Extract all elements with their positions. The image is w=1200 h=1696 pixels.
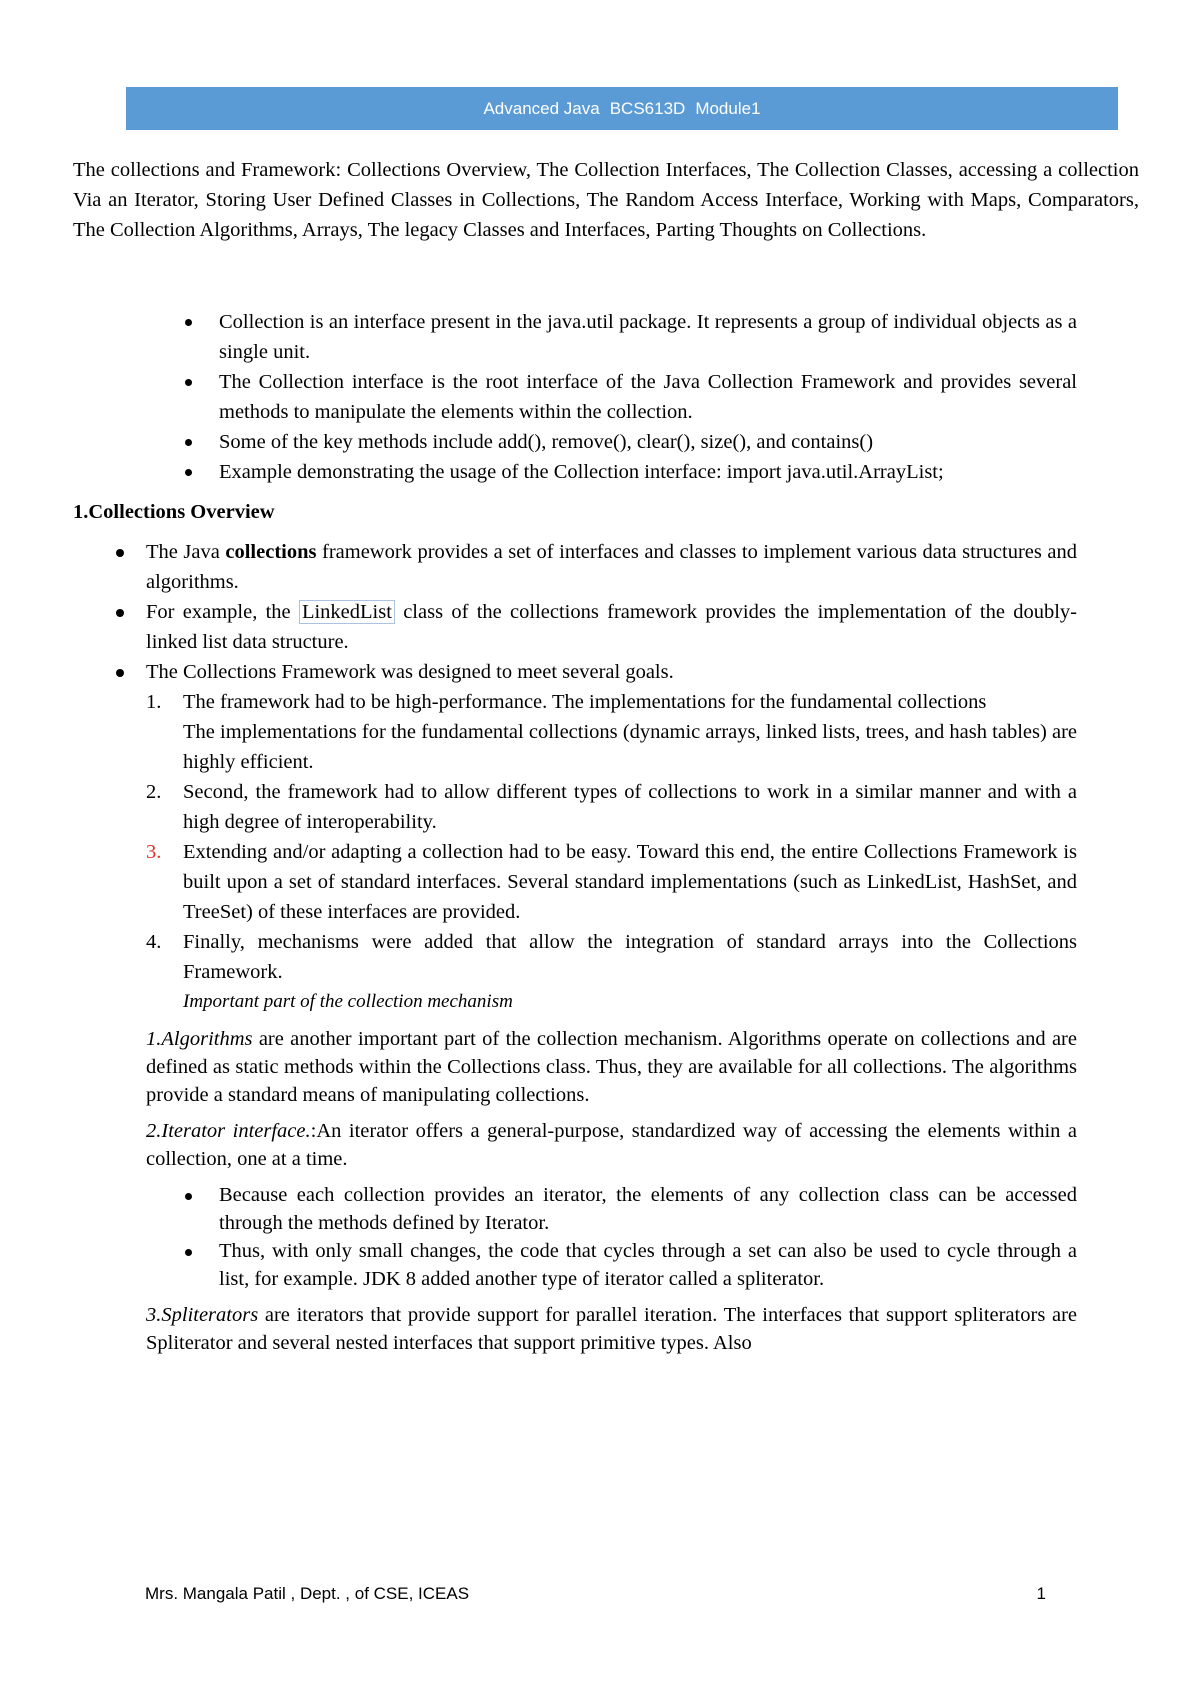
numbered-item: 1. The framework had to be high-performance. The implementations for the fundamental collections The implementations for the fundamental collections (dynamic arrays, linked lists, trees, and hash tables) are highly efficient. [183, 687, 1077, 777]
list-item: For example, the LinkedList class of the collections framework provides the implementation of the doubly-linked list data structure. [146, 597, 1077, 657]
list-item-text: The Collection interface is the root interface of the Java Collection Framework and provides several methods to manipulate the elements within the collection. [219, 371, 1077, 423]
numbered-item: 3. Extending and/or adapting a collection had to be easy. Toward this end, the entire Collections Framework is built upon a set of standard interfaces. Several standard implementations (such as LinkedList, HashSet, and TreeSet) of these interfaces are provided. [183, 837, 1077, 927]
bullet-icon [185, 1249, 192, 1256]
bullet-icon [185, 1193, 192, 1200]
iterator-paragraph: 2.Iterator interface.:An iterator offers a general-purpose, standardized way of accessing the elements within a collection, one at a time. [146, 1120, 1077, 1170]
bullet-icon [116, 549, 124, 557]
list-item-text: Example demonstrating the usage of the Collection interface: import java.util.ArrayList; [219, 461, 944, 483]
item-number: 2. [146, 781, 162, 803]
list-item [219, 307, 1077, 367]
goals-numbered-list [146, 687, 1077, 987]
list-item [219, 427, 1077, 457]
page-footer [145, 1584, 1045, 1604]
important-heading: Important part of the collection mechanism [183, 991, 513, 1012]
algorithms-paragraph: 1.Algorithms are another important part of the collection mechanism. Algorithms operate on collections and are defined as static methods within the Collections class. Thus, they are available for all collections. The algorithms provide a standard means of manipulating collections. [146, 1028, 1077, 1106]
bullet-icon [116, 609, 124, 617]
list-item: The Java collections framework provides a set of interfaces and classes to implement various data structures and algorithms. [146, 537, 1077, 597]
numbered-item: 2. Second, the framework had to allow different types of collections to work in a similar manner and with a high degree of interoperability. [183, 777, 1077, 837]
item-number: 3. [146, 841, 162, 863]
list-item [219, 367, 1077, 427]
item-number: 4. [146, 931, 162, 953]
header-course: Advanced Java [483, 98, 600, 118]
bullet-icon [116, 669, 124, 677]
spliterators-paragraph: 3.Spliterators are iterators that provide support for parallel iteration. The interfaces that support spliterators are Spliterator and several nested interfaces that support primitive types. Also [146, 1304, 1077, 1354]
item-number: 1. [146, 691, 162, 713]
list-item: Because each collection provides an iterator, the elements of any collection class can be accessed through the methods defined by Iterator. [219, 1181, 1077, 1237]
section-title: 1.Collections Overview [73, 501, 275, 523]
header-module: Module1 [695, 98, 761, 118]
document-body [73, 155, 1139, 1365]
list-item-text: Collection is an interface present in the java.util package. It represents a group of individual objects as a single unit. [219, 311, 1077, 363]
iterator-bullet-list [219, 1181, 1077, 1293]
bold-term: collections [225, 541, 317, 563]
header-banner [126, 87, 1118, 130]
page-number: 1 [1036, 1584, 1046, 1603]
header-code: BCS613D [609, 98, 686, 118]
list-item: The Collections Framework was designed to meet several goals. [146, 657, 1077, 687]
list-item: Thus, with only small changes, the code that cycles through a set can also be used to cycle through a list, for example. JDK 8 added another type of iterator called a spliterator. [219, 1237, 1077, 1293]
list-item [219, 457, 1077, 487]
list-item-text: Some of the key methods include add(), remove(), clear(), size(), and contains() [219, 431, 874, 453]
bullet-icon [185, 469, 192, 476]
overview-bullet-list [146, 537, 1077, 687]
bullet-icon [185, 439, 192, 446]
numbered-item: 4. Finally, mechanisms were added that allow the integration of standard arrays into the Collections Framework. [183, 927, 1077, 987]
collection-bullet-list [219, 307, 1077, 487]
bullet-icon [185, 319, 192, 326]
linkedlist-link[interactable]: LinkedList [299, 600, 395, 624]
footer-author: Mrs. Mangala Patil , Dept. , of CSE, ICEAS [145, 1584, 470, 1603]
intro-paragraph: The collections and Framework: Collections Overview, The Collection Interfaces, The Collection Classes, accessing a collection Via an Iterator, Storing User Defined Classes in Collections, The Random Access Interface, Working with Maps, Comparators, The Collection Algorithms, Arrays, The legacy Classes and Interfaces, Parting Thoughts on Collections. [73, 159, 1139, 241]
bullet-icon [185, 379, 192, 386]
